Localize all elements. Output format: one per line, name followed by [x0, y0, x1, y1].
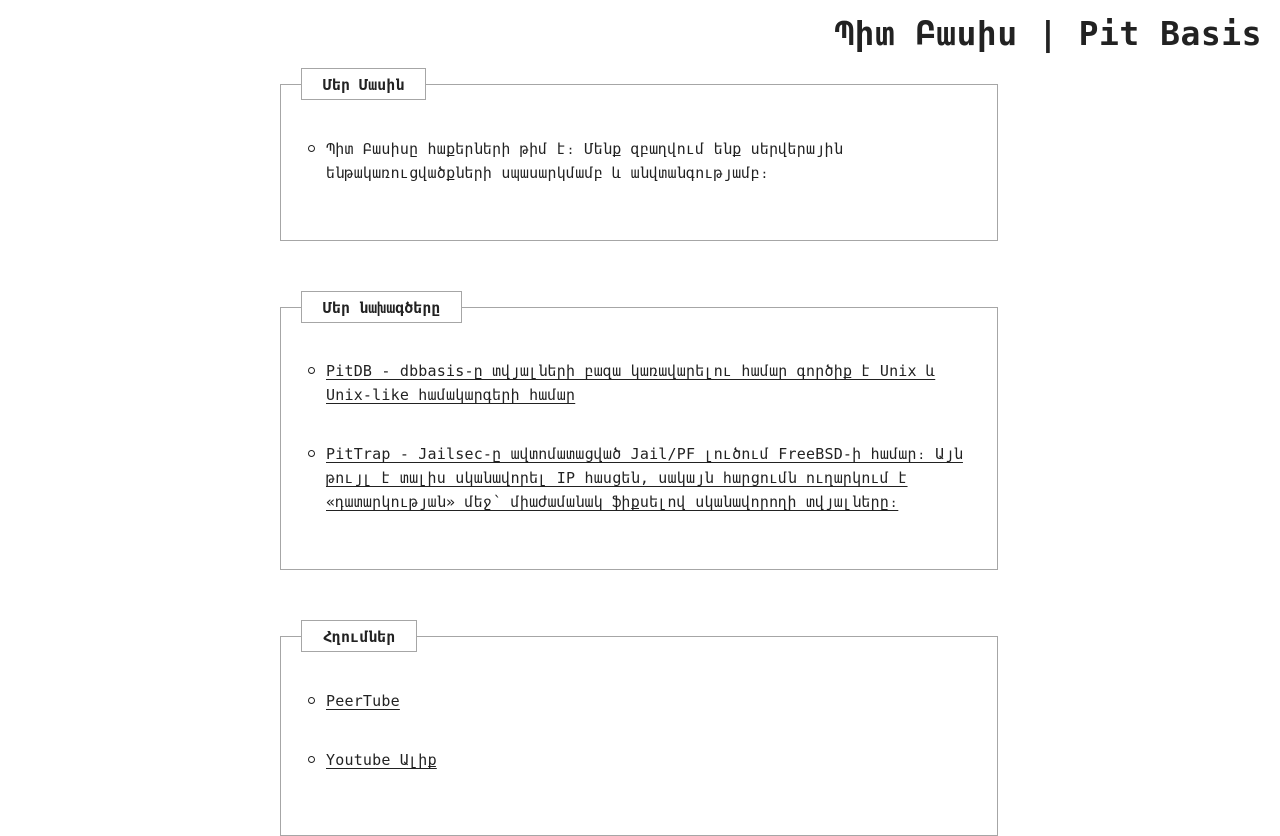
site-title: Պիտ Բասիս | Pit Basis [834, 14, 1262, 53]
circle-bullet-icon [308, 145, 315, 152]
circle-bullet-icon [308, 450, 315, 457]
list-item [281, 748, 997, 772]
circle-bullet-icon [308, 367, 315, 374]
list-item [281, 359, 997, 407]
links-list [281, 637, 997, 772]
about-section [280, 76, 998, 241]
projects-legend: Մեր նախագծերը [301, 291, 462, 323]
about-legend: Մեր Մասին [301, 68, 426, 100]
circle-bullet-icon [308, 756, 315, 763]
about-text: Պիտ Բասիսը հաքերների թիմ է։ Մենք զբաղվում ենք սերվերային ենթակառուցվածքների սպասարկմամբ և անվտանգությամբ։ [326, 140, 843, 182]
list-item [281, 137, 997, 185]
project-link-pitdb[interactable]: PitDB - dbbasis-ը տվյալների բազա կառավարելու համար գործիք է Unix և Unix-like համակարգերի համար [326, 362, 936, 404]
links-section [280, 628, 998, 836]
project-link-pittrap[interactable]: PitTrap - Jailsec-ը ավտոմատացված Jail/PF լուծում FreeBSD-ի համար։ Այն թույլ է տալիս սկանավորել IP հասցեն, սակայն հարցումն ուղարկում է «դատարկության» մեջ՝ միաժամանակ ֆիքսելով սկանավորողի տվյալները։ [326, 445, 963, 511]
list-item [281, 689, 997, 713]
projects-section [280, 299, 998, 570]
list-item [281, 442, 997, 514]
circle-bullet-icon [308, 697, 315, 704]
projects-list [281, 308, 997, 514]
links-legend: Հղումներ [301, 620, 417, 652]
youtube-link[interactable]: Youtube Ալիք [326, 751, 437, 769]
peertube-link[interactable]: PeerTube [326, 692, 400, 710]
